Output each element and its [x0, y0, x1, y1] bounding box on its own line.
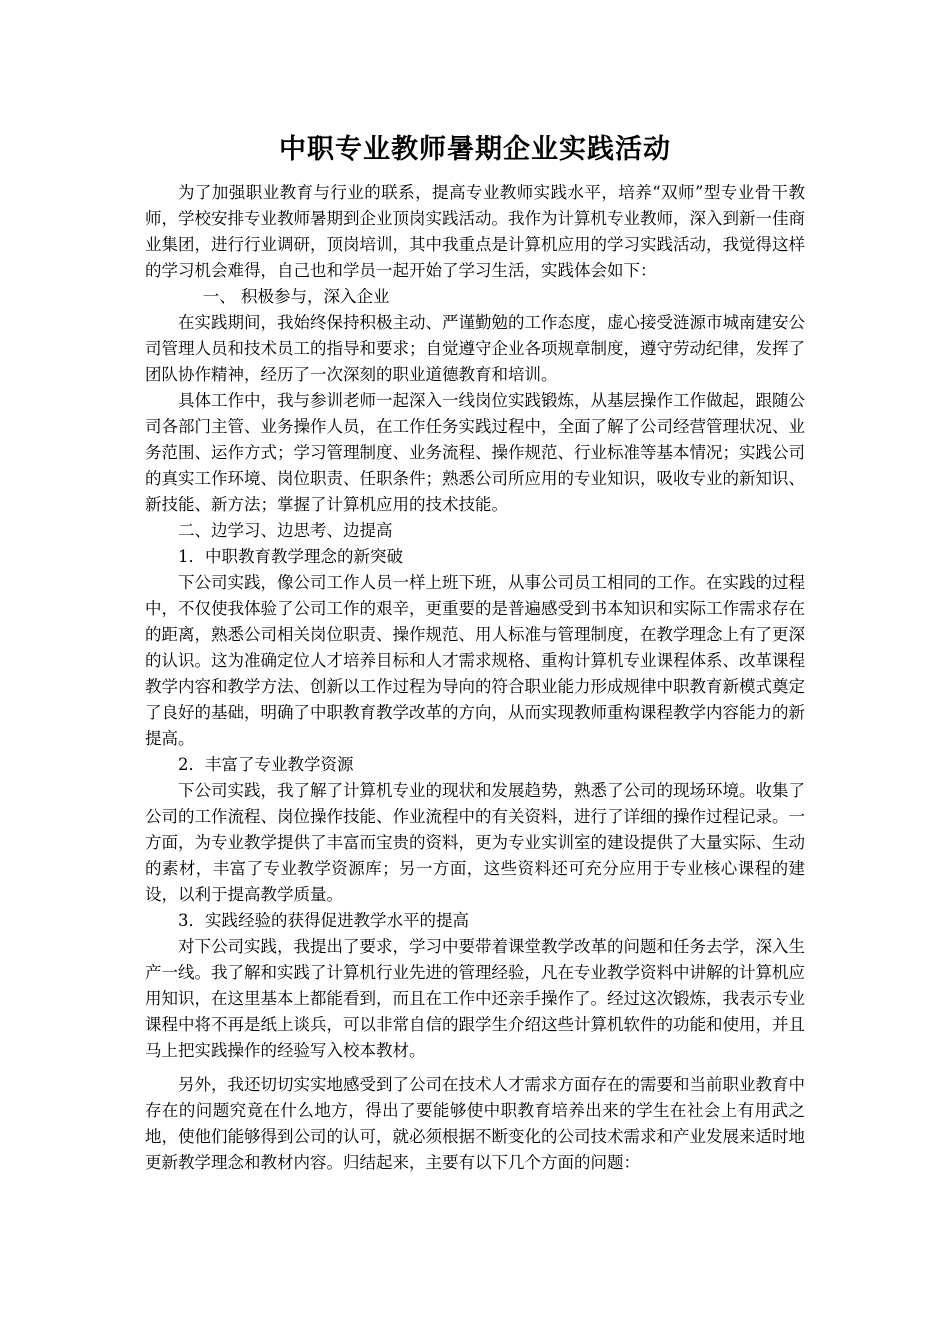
paragraph-attitude: 在实践期间，我始终保持积极主动、严谨勤勉的工作态度，虚心接受涟源市城南建安公司管理人员和技术员工的指导和要求；自觉遵守企业各项规章制度，遵守劳动纪律，发挥了团队协作精神，经历了一次深刻的职业道德教育和培训。 [145, 313, 805, 384]
subsection-heading-2: 2．丰富了专业教学资源 [178, 755, 354, 774]
section-heading-2: 二、边学习、边思考、边提高 [178, 521, 393, 540]
paragraph-spacer [145, 1064, 805, 1072]
subsection-heading-3: 3．实践经验的获得促进教学水平的提高 [178, 911, 469, 930]
paragraph-teaching-philosophy: 下公司实践，像公司工作人员一样上班下班，从事公司员工相同的工作。在实践的过程中，不仅使我体验了公司工作的艰辛，更重要的是普遍感受到书本知识和实际工作需求存在的距离，熟悉公司相关岗位职责、操作规范、用人标准与管理制度，在教学理念上有了更深的认识。这为准确定位人才培养目标和人才需求规格、重构计算机专业课程体系、改革课程教学内容和教学方法、创新以工作过程为导向的符合职业能力形成规律中职教育新模式奠定了良好的基础，明确了中职教育教学改革的方向，从而实现教师重构课程教学内容能力的新提高。 [145, 573, 805, 748]
paragraph-practice-experience: 对下公司实践，我提出了要求，学习中要带着课堂教学改革的问题和任务去学，深入生产一线。我了解和实践了计算机行业先进的管理经验，凡在专业教学资料中讲解的计算机应用知识，在这里基本上都能看到，而且在工作中还亲手操作了。经过这次锻炼，我表示专业课程中将不再是纸上谈兵，可以非常自信的跟学生介绍这些计算机软件的功能和使用，并且马上把实践操作的经验写入校本教材。 [145, 937, 805, 1060]
subsection-heading-1: 1．中职教育教学理念的新突破 [178, 547, 403, 566]
document-title: 中职专业教师暑期企业实践活动 [279, 134, 671, 165]
intro-paragraph: 为了加强职业教育与行业的联系，提高专业教师实践水平，培养“双师”型专业骨干教师，学校安排专业教师暑期到企业顶岗实践活动。我作为计算机专业教师，深入到新一佳商业集团，进行行业调研，顶岗培训，其中我重点是计算机应用的学习实践活动，我觉得这样的学习机会难得，自己也和学员一起开始了学习生活，实践体会如下： [145, 183, 805, 280]
paragraph-additional: 另外，我还切切实实地感受到了公司在技术人才需求方面存在的需要和当前职业教育中存在的问题究竟在什么地方，得出了要能够使中职教育培养出来的学生在社会上有用武之地，使他们能够得到公司的认可，就必须根据不断变化的公司技术需求和产业发展来适时地更新教学理念和教材内容。归结起来，主要有以下几个方面的问题： [145, 1075, 805, 1172]
document-page [145, 128, 805, 1176]
paragraph-work-details: 具体工作中，我与参训老师一起深入一线岗位实践锻炼，从基层操作工作做起，跟随公司各部门主管、业务操作人员，在工作任务实践过程中，全面了解了公司经营管理状况、业务范围、运作方式；学习管理制度、业务流程、操作规范、行业标准等基本情况；实践公司的真实工作环境、岗位职责、任职条件；熟悉公司所应用的专业知识，吸收专业的新知识、新技能、新方法；掌握了计算机应用的技术技能。 [145, 391, 805, 514]
paragraph-teaching-resources: 下公司实践，我了解了计算机专业的现状和发展趋势，熟悉了公司的现场环境。收集了公司的工作流程、岗位操作技能、作业流程中的有关资料，进行了详细的操作过程记录。一方面，为专业教学提供了丰富而宝贵的资料，更为专业实训室的建设提供了大量实际、生动的素材，丰富了专业教学资源库；另一方面，这些资料还可充分应用于专业核心课程的建设，以利于提高教学质量。 [145, 781, 805, 904]
section-heading-1: 一、 积极参与，深入企业 [202, 287, 390, 306]
